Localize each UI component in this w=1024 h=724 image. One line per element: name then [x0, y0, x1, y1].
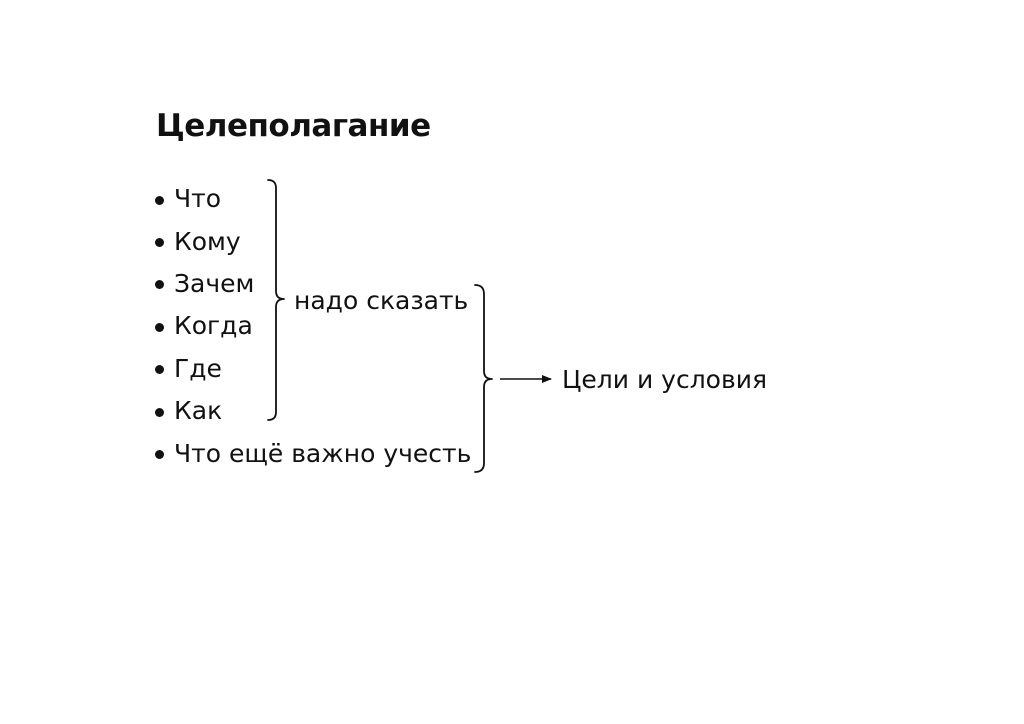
left-curly-brace-icon — [268, 180, 284, 420]
bullet-text: Зачем — [174, 268, 255, 298]
right-curly-brace-icon — [475, 285, 492, 472]
bullet-text: Кому — [174, 226, 241, 256]
bullet-text: Где — [174, 353, 222, 383]
slide-title: Целеполагание — [156, 108, 431, 144]
brace-label-need-to-say: надо сказать — [294, 286, 469, 315]
bullet-text: Как — [174, 396, 223, 426]
brace-label-goals-and-conditions: Цели и условия — [562, 365, 767, 394]
bullet-text: Что — [174, 184, 221, 214]
bullet-text: Когда — [174, 311, 253, 341]
bullet-text: Что ещё важно учесть — [174, 438, 472, 468]
